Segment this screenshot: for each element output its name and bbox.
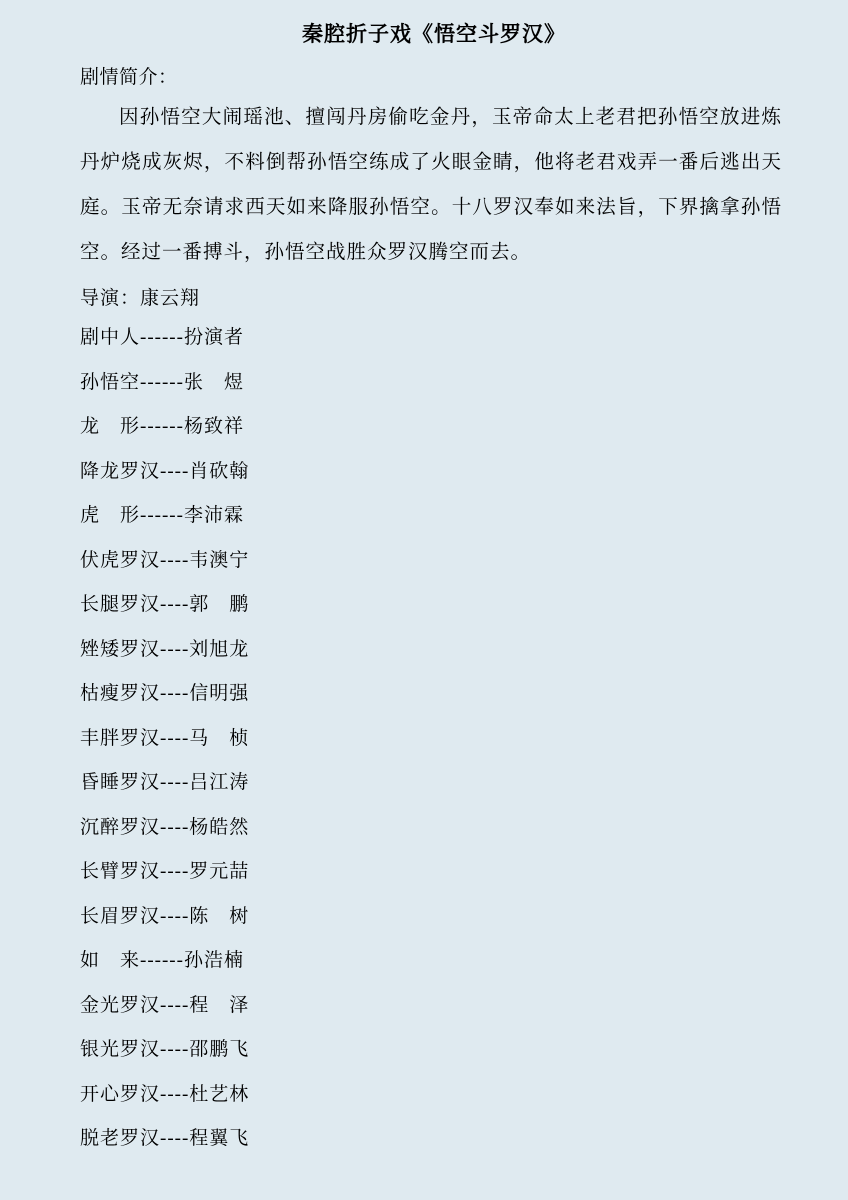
cast-row: 金光罗汉----程 泽 [80, 994, 250, 1016]
cast-row: 丰胖罗汉----马 桢 [80, 727, 250, 749]
cast-row: 开心罗汉----杜艺林 [80, 1083, 250, 1105]
cast-row: 伏虎罗汉----韦澳宁 [80, 549, 250, 571]
cast-row: 昏睡罗汉----吕江涛 [80, 772, 250, 793]
page-title: 秦腔折子戏《悟空斗罗汉》 [302, 22, 566, 46]
cast-row: 矬矮罗汉----刘旭龙 [80, 638, 250, 660]
cast-row: 降龙罗汉----肖砍翰 [80, 460, 250, 482]
cast-row: 长眉罗汉----陈 树 [80, 905, 250, 927]
cast-list [80, 316, 788, 1162]
cast-row: 如 来------孙浩楠 [80, 950, 244, 971]
cast-row: 银光罗汉----邵鹏飞 [80, 1039, 250, 1060]
cast-row: 长腿罗汉----郭 鹏 [80, 594, 250, 615]
cast-header: 剧中人------扮演者 [80, 327, 244, 348]
cast-row: 虎 形------李沛霖 [80, 505, 244, 526]
cast-row: 长臂罗汉----罗元喆 [80, 861, 250, 882]
synopsis-paragraph: 因孙悟空大闹瑶池、擅闯丹房偷吃金丹，玉帝命太上老君把孙悟空放进炼丹炉烧成灰烬，不料倒帮孙悟空练成了火眼金睛，他将老君戏弄一番后逃出天庭。玉帝无奈请求西天如来降服孙悟空。十八罗汉奉如来法旨，下界擒拿孙悟空。经过一番搏斗，孙悟空战胜众罗汉腾空而去。 [80, 107, 782, 263]
cast-row: 沉醉罗汉----杨皓然 [80, 816, 250, 838]
cast-row: 孙悟空------张 煜 [80, 371, 244, 393]
director-line: 导演：康云翔 [80, 288, 201, 309]
cast-row: 枯瘦罗汉----信明强 [80, 683, 250, 704]
synopsis-label: 剧情简介： [80, 67, 178, 88]
cast-row: 龙 形------杨致祥 [80, 416, 244, 437]
cast-row: 脱老罗汉----程翼飞 [80, 1128, 250, 1149]
